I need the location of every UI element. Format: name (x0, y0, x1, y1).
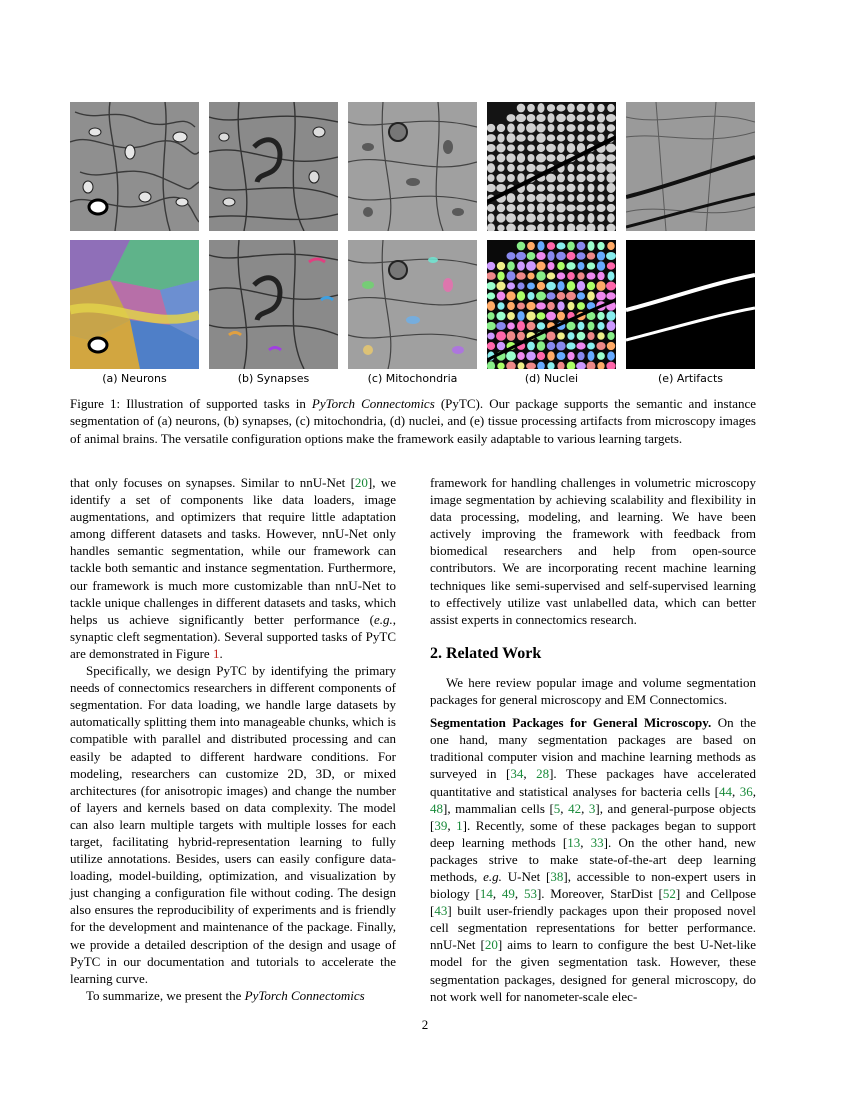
citation-link[interactable]: 53 (523, 886, 537, 902)
citation-link[interactable]: 34 (510, 766, 524, 782)
panel-neurons-segmentation (70, 240, 199, 369)
caption-emphasis: PyTorch Connectomics (311, 396, 435, 411)
synapses-segmentation-image (209, 240, 338, 369)
right-column (430, 474, 756, 1005)
citation-link[interactable]: 3 (588, 800, 596, 816)
panel-neurons-image (70, 102, 199, 231)
label-artifacts: (e) Artifacts (658, 372, 723, 385)
page-number: 2 (421, 1017, 429, 1032)
panel-synapses-segmentation (209, 240, 338, 369)
panel-mitochondria-image (348, 102, 477, 231)
citation-link[interactable]: 44 (719, 783, 733, 799)
figure-link[interactable]: 1 (212, 645, 220, 661)
panel-synapses-image (209, 102, 338, 231)
nuclei-segmentation-image (487, 240, 616, 369)
citation-link[interactable]: 20 (484, 937, 498, 953)
citation-link[interactable]: 39 (434, 817, 448, 833)
section-heading: 2. Related Work (430, 644, 542, 662)
left-column (70, 474, 396, 1004)
paragraph: Segmentation Packages for General Microscopy. On the one hand, many segmentation packages are based on traditional computer vision and machine learning methods as surveyed in [34, 28]. These packages have accelerated quantitative and statistical analyses for bacteria cells [44, 36, 48], mammalian cells [5, 42, 3], and general-purpose objects [39, 1]. Recently, some of these packages began to support deep learning methods [13, 33]. On the other hand, new packages strive to make state-of-the-art deep learning methods, e.g. U-Net [38], accessible to non-expert users in biology [14, 49, 53]. Moreover, StarDist [52] and Cellpose [43] built user-friendly packages upon their proposed novel cell segmentation representations for better performance. nnU-Net [20] aims to learn to configure the best U-Net-like model for the given segmentation task. However, these segmentation packages, designed for general microscopy, do not work well for nanometer-scale elec- (430, 715, 757, 1004)
label-neurons: (a) Neurons (102, 372, 167, 385)
panel-artifacts-segmentation (626, 240, 755, 369)
citation-link[interactable]: 42 (568, 800, 582, 816)
panel-mitochondria-segmentation (348, 240, 477, 369)
citation-link[interactable]: 14 (479, 886, 493, 902)
paragraph: Specifically, we design PyTC by identifying the primary needs of connectomics researchers in different components of segmentation. For data loading, we handle large datasets by automatically splitting them into manageable chunks, which is compatible with parallel and distributed processing and can easily be adapted to different hardware conditions. For modeling, researchers can customize 2D, 3D, or mixed architectures (for anisotropic images) and change the number of layers and kernels based on data complexity. The model can also learn multiple targets with multiple losses for each target, facilitating hybrid-representation learning to fully utilize annotations. Besides, users can easily configure data-loading, model-building, optimization, and visualization by just changing a configuration file without coding. The design also ensures the reproducibility of experiments and is friendly for the development and maintenance of the package. Finally, we provide a detailed description of the design and usage of PyTC in our documentation and tutorials to accelerate the learning curve. (70, 663, 396, 986)
label-nuclei: (d) Nuclei (524, 372, 579, 385)
paragraph: We here review popular image and volume segmentation packages for general microscopy and EM Connectomics. (430, 674, 756, 708)
neurons-segmentation-image (70, 240, 199, 369)
panel-nuclei-image (487, 102, 616, 231)
synapses-em-image (209, 102, 338, 231)
caption-text-rest: (PyTC). Our package supports the semantic and instance segmentation of (a) neurons, (b) synapses, (c) mitochondria, (d) nuclei, and (e) tissue processing artifacts from microscopy images of animal brains. The versatile configuration options make the framework easily adaptable to various learning targets. (70, 396, 757, 446)
citation-link[interactable]: 28 (536, 766, 550, 782)
citation-link[interactable]: 13 (567, 834, 581, 850)
citation-link[interactable]: 20 (354, 475, 368, 490)
panel-nuclei-segmentation (487, 240, 616, 369)
paragraph: framework for handling challenges in volumetric microscopy image segmentation by achieving scalability and flexibility in data processing, modeling, and learning. We have been actively improving the framework with feedback from biomedical researchers and help from open-source contributors. We are incorporating recent machine learning techniques like semi-supervised and self-supervised learning to effectively utilize vast unlabelled data, which can better assist experts in connectomics research. (430, 475, 756, 627)
neurons-em-image (70, 102, 199, 231)
mitochondria-segmentation-image (348, 240, 477, 369)
citation-link[interactable]: 36 (739, 783, 753, 799)
panel-artifacts-image (626, 102, 755, 231)
citation-link[interactable]: 43 (434, 903, 448, 919)
citation-link[interactable]: 52 (662, 886, 676, 902)
mitochondria-em-image (348, 102, 477, 231)
citation-link[interactable]: 5 (553, 800, 561, 816)
citation-link[interactable]: 49 (501, 886, 515, 902)
paragraph: that only focuses on synapses. Similar to nnU-Net [20], we identify a set of components like data loaders, image augmentations, and optimizers that require little adaptation among different datasets and tasks. However, nnU-Net only handles semantic segmentation, while our framework can tackle both semantic and instance segmentation. Furthermore, our framework is much more customizable than nnU-Net to tackle unique challenges in different datasets and tasks, which helps us achieve significantly better performance (e.g., synaptic cleft segmentation). Several supported tasks of PyTC are demonstrated in Figure 1. (70, 475, 396, 661)
figure-caption (70, 395, 756, 447)
caption-text: Figure 1: Illustration of supported tasks in (70, 396, 312, 411)
citation-link[interactable]: 1 (456, 817, 463, 833)
runin-heading: Segmentation Packages for General Microscopy. (430, 715, 712, 731)
paragraph: To summarize, we present the PyTorch Connectomics (86, 987, 365, 1003)
label-synapses: (b) Synapses (237, 372, 310, 385)
artifacts-segmentation-image (626, 240, 755, 369)
nuclei-em-image (487, 102, 616, 231)
citation-link[interactable]: 33 (590, 834, 604, 850)
citation-link[interactable]: 38 (550, 868, 564, 884)
artifacts-em-image (626, 102, 755, 231)
citation-link[interactable]: 48 (430, 800, 443, 816)
label-mitochondria: (c) Mitochondria (367, 372, 458, 385)
